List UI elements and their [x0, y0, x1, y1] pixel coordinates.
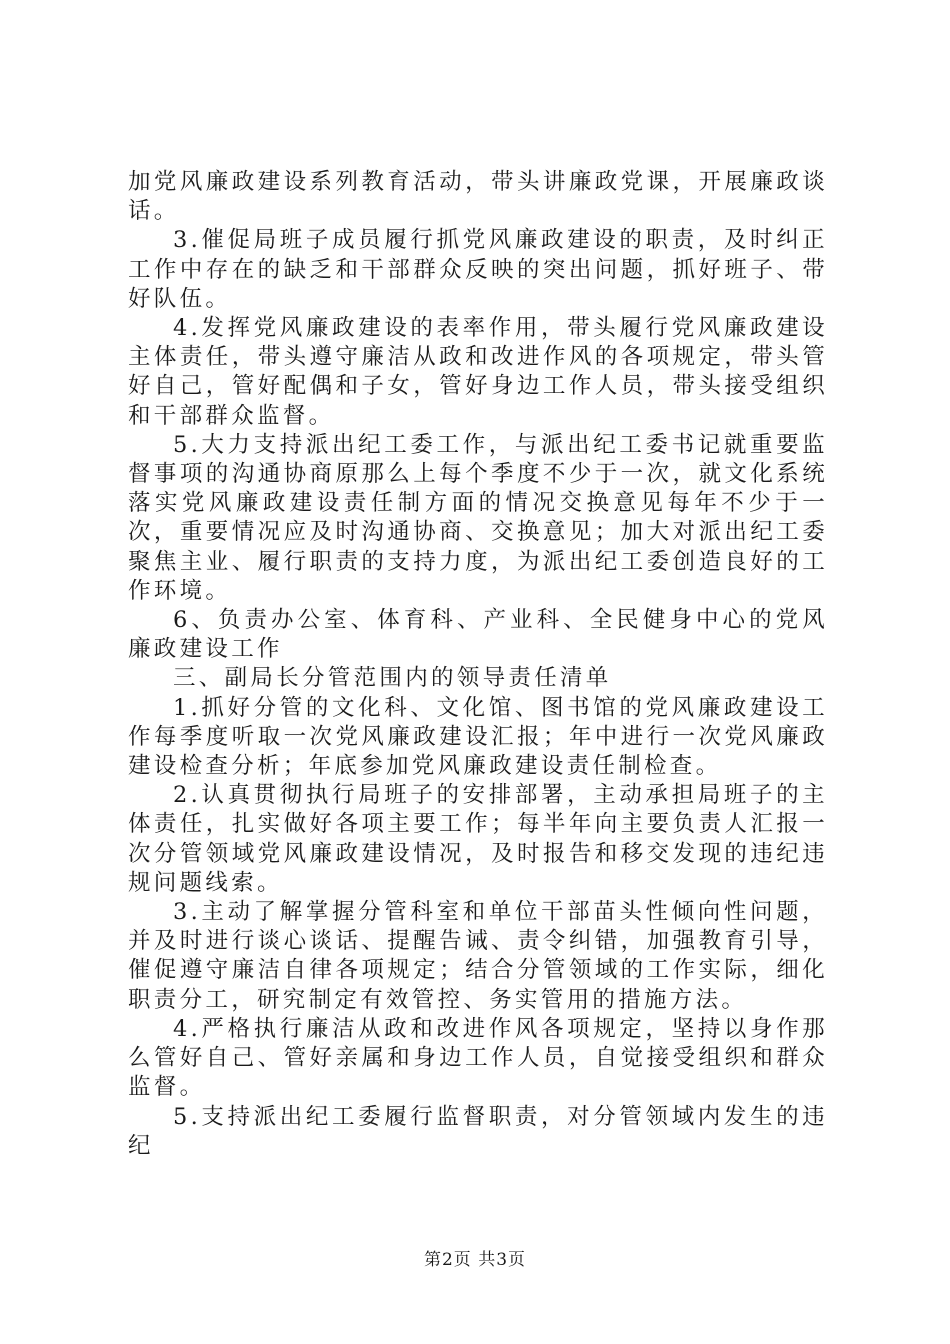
paragraph-deputy-item-4: 4.严格执行廉洁从政和改进作风各项规定，坚持以身作那么管好自己、管好亲属和身边工作人员，自觉接受组织和群众监督。 [128, 1015, 828, 1101]
paragraph-item-5: 5.大力支持派出纪工委工作，与派出纪工委书记就重要监督事项的沟通协商原那么上每个季度不少于一次，就文化系统落实党风廉政建设责任制方面的情况交换意见每年不少于一次，重要情况应及时沟通协商、交换意见；加大对派出纪工委聚焦主业、履行职责的支持力度，为派出纪工委创造良好的工作环境。 [128, 431, 828, 604]
paragraph-continuation: 加党风廉政建设系列教育活动，带头讲廉政党课，开展廉政谈话。 [128, 169, 828, 225]
paragraph-item-6: 6、负责办公室、体育科、产业科、全民健身中心的党风廉政建设工作 [128, 607, 828, 663]
paragraph-deputy-item-2: 2.认真贯彻执行局班子的安排部署，主动承担局班子的主体责任，扎实做好各项主要工作；每半年向主要负责人汇报一次分管领域党风廉政建设情况，及时报告和移交发现的违纪违规问题线索。 [128, 782, 828, 896]
paragraph-deputy-item-5: 5.支持派出纪工委履行监督职责，对分管领域内发生的违纪 [128, 1103, 828, 1159]
document-body [128, 168, 828, 1161]
paragraph-deputy-item-1: 1.抓好分管的文化科、文化馆、图书馆的党风廉政建设工作每季度听取一次党风廉政建设汇报；年中进行一次党风廉政建设检查分析；年底参加党风廉政建设责任制检查。 [128, 694, 828, 780]
section-heading: 三、副局长分管范围内的领导责任清单 [173, 665, 612, 692]
paragraph-deputy-item-3: 3.主动了解掌握分管科室和单位干部苗头性倾向性问题，并及时进行谈心谈话、提醒告诫、责令纠错，加强教育引导，催促遵守廉洁自律各项规定；结合分管领域的工作实际，细化职责分工，研究制定有效管控、务实管用的措施方法。 [128, 899, 828, 1013]
paragraph-item-3: 3.催促局班子成员履行抓党风廉政建设的职责，及时纠正工作中存在的缺乏和干部群众反映的突出问题，抓好班子、带好队伍。 [128, 227, 828, 312]
paragraph-item-4: 4.发挥党风廉政建设的表率作用，带头履行党风廉政建设主体责任，带头遵守廉洁从政和改进作风的各项规定，带头管好自己，管好配偶和子女，管好身边工作人员，带头接受组织和干部群众监督。 [128, 315, 828, 429]
page-footer: 第2页 共3页 [423, 1250, 527, 1270]
